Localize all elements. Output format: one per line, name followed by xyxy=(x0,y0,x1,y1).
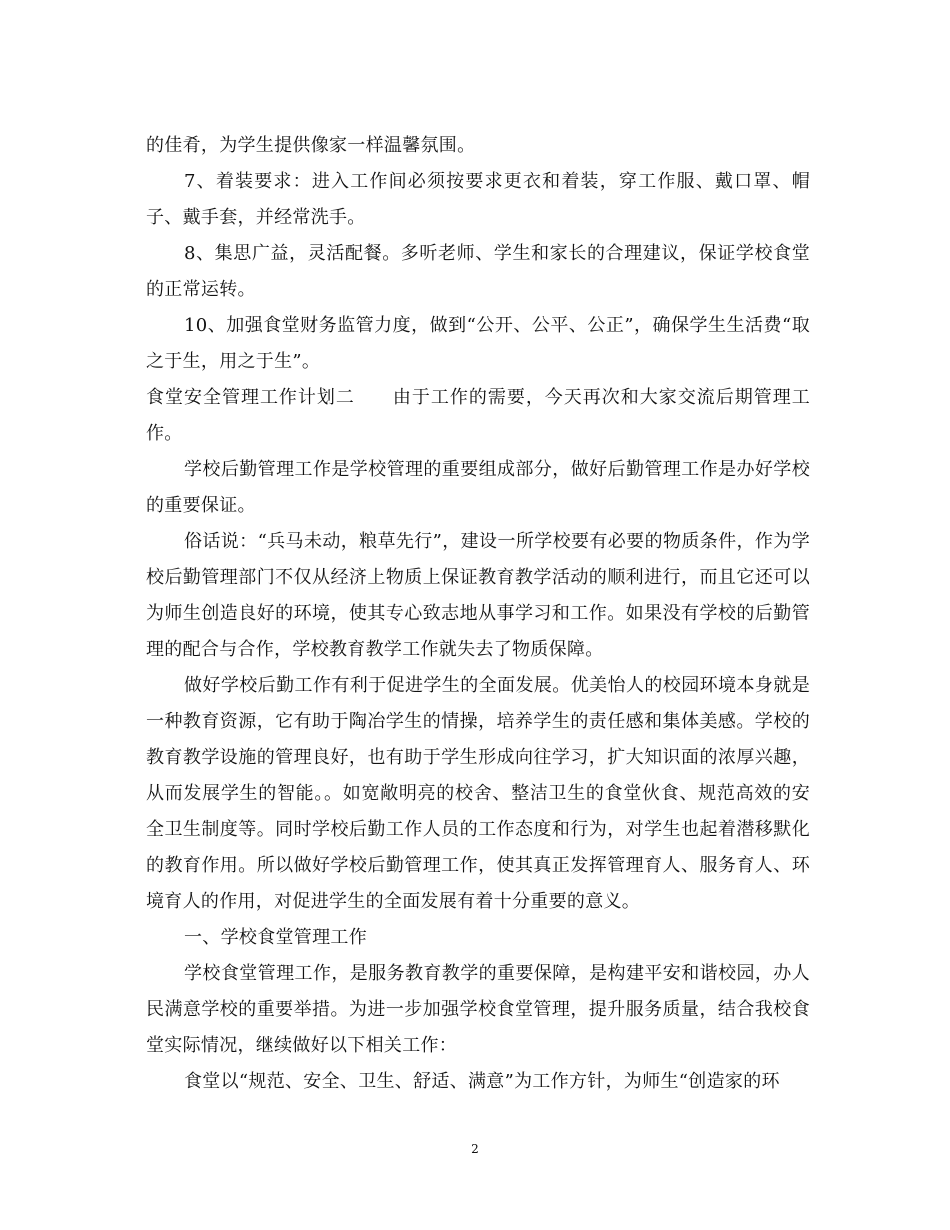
page-number: 2 xyxy=(471,1142,479,1156)
paragraph-canteen-policy: 食堂以“规范、安全、卫生、舒适、满意”为工作方针，为师生“创造家的环 xyxy=(184,1071,780,1092)
paragraph-continuation: 的佳肴，为学生提供像家一样温馨氛围。 xyxy=(146,135,476,156)
paragraph-logistics-importance: 学校后勤管理工作是学校管理的重要组成部分，做好后勤管理工作是办好学校的重要保证。 xyxy=(146,459,810,516)
section-heading-canteen-management: 一、学校食堂管理工作 xyxy=(184,927,367,948)
paragraph-student-development: 做好学校后勤工作有利于促进学生的全面发展。优美怡人的校园环境本身就是一种教育资源，它有助于陶冶学生的情操，培养学生的责任感和集体美感。学校的教育教学设施的管理良好，也有助于学生形成向往学习，扩大知识面的浓厚兴趣，从而发展学生的智能。。如宽敞明亮的校舍、整洁卫生的食堂伙食、规范高效的安全卫生制度等。同时学校后勤工作人员的工作态度和行为，对学生也起着潜移默化的教育作用。所以做好学校后勤管理工作，使其真正发挥管理育人、服务育人、环境育人的作用，对促进学生的全面发展有着十分重要的意义。 xyxy=(146,675,810,912)
paragraph-proverb: 俗话说：“兵马未动，粮草先行”，建设一所学校要有必要的物质条件，作为学校后勤管理部门不仅从经济上物质上保证教育教学活动的顺利进行，而且它还可以为师生创造良好的环境，使其专心致志地从事学习和工作。如果没有学校的后勤管理的配合与合作，学校教育教学工作就失去了物质保障。 xyxy=(146,531,810,660)
paragraph-item-8-meal-planning: 8、集思广益，灵活配餐。多听老师、学生和家长的合理建议，保证学校食堂的正常运转。 xyxy=(146,243,810,300)
section-heading-plan-two: 食堂安全管理工作计划二 由于工作的需要，今天再次和大家交流后期管理工作。 xyxy=(146,387,810,444)
body-text xyxy=(146,128,810,1100)
paragraph-item-7-dress-code: 7、着装要求：进入工作间必须按要求更衣和着装，穿工作服、戴口罩、帽子、戴手套，并经常洗手。 xyxy=(146,171,810,228)
paragraph-canteen-work: 学校食堂管理工作，是服务教育教学的重要保障，是构建平安和谐校园，办人民满意学校的重要举措。为进一步加强学校食堂管理，提升服务质量，结合我校食堂实际情况，继续做好以下相关工作： xyxy=(146,963,810,1056)
paragraph-item-10-finance: 10、加强食堂财务监管力度，做到“公开、公平、公正”，确保学生生活费“取之于生，用之于生”。 xyxy=(146,315,810,372)
